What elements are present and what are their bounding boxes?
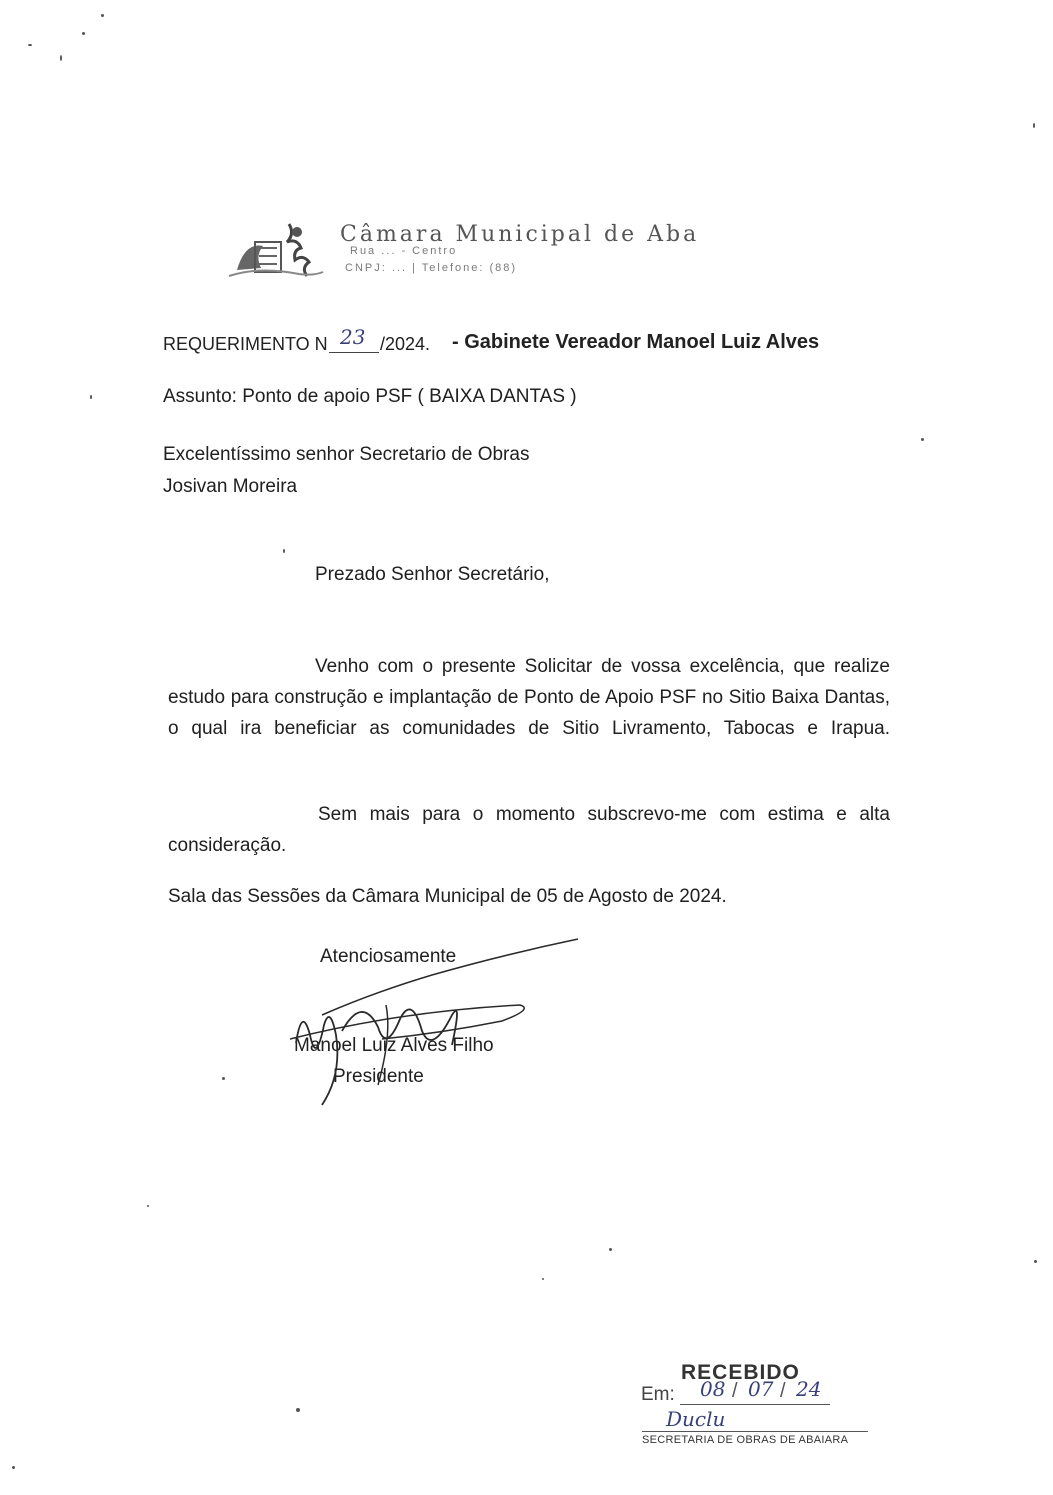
request-label: REQUERIMENTO N <box>163 334 328 354</box>
request-year: /2024. <box>380 334 431 354</box>
subject-line: Assunto: Ponto de apoio PSF ( BAIXA DANTAS ) <box>163 386 577 407</box>
stamp-date-line <box>680 1404 830 1405</box>
stamp-date-label: Em: <box>641 1384 675 1405</box>
body-paragraph-2: Sem mais para o momento subscrevo-me com estima e alta consideração. <box>168 804 890 856</box>
coat-of-arms-logo <box>225 212 335 284</box>
cabinet-name: - Gabinete Vereador Manoel Luiz Alves <box>452 331 820 353</box>
date-separator: / <box>780 1380 786 1402</box>
signer-role: Presidente <box>333 1066 424 1087</box>
stamp-department: SECRETARIA DE OBRAS DE ABAIARA <box>642 1434 849 1446</box>
handwritten-signature <box>282 935 582 1110</box>
letterhead-address: Rua ... - Centro <box>350 245 458 257</box>
stamp-signature: Duclu <box>666 1407 726 1431</box>
addressee-title: Excelentíssimo senhor Secretario de Obras <box>163 444 530 465</box>
place-and-date: Sala das Sessões da Câmara Municipal de 05 de Agosto de 2024. <box>168 886 727 907</box>
stamp-signature-line <box>642 1431 868 1432</box>
request-number-underline <box>329 352 379 353</box>
closing: Atenciosamente <box>320 946 457 967</box>
addressee-name: Josivan Moreira <box>163 476 298 497</box>
body-paragraph-1: Venho com o presente Solicitar de vossa excelência, que realize estudo para construção e implantação de Ponto de Apoio PSF no Sitio Baixa Dantas, o qual ira beneficiar as comunidades de Sitio Livramento, Tabocas e Irapua. <box>168 656 890 739</box>
stamp-title: RECEBIDO <box>681 1361 800 1384</box>
request-number: 23 <box>340 325 366 349</box>
date-separator: / <box>732 1380 738 1402</box>
stamp-day: 08 <box>700 1377 726 1401</box>
stamp-month: 07 <box>748 1377 774 1401</box>
letterhead-contact: CNPJ: ... | Telefone: (88) <box>345 262 518 274</box>
salutation: Prezado Senhor Secretário, <box>315 564 550 585</box>
letterhead-title: Câmara Municipal de Aba <box>340 222 700 247</box>
stamp-year: 24 <box>796 1377 822 1401</box>
signer-name: Manoel Luiz Alves Filho <box>294 1035 494 1056</box>
